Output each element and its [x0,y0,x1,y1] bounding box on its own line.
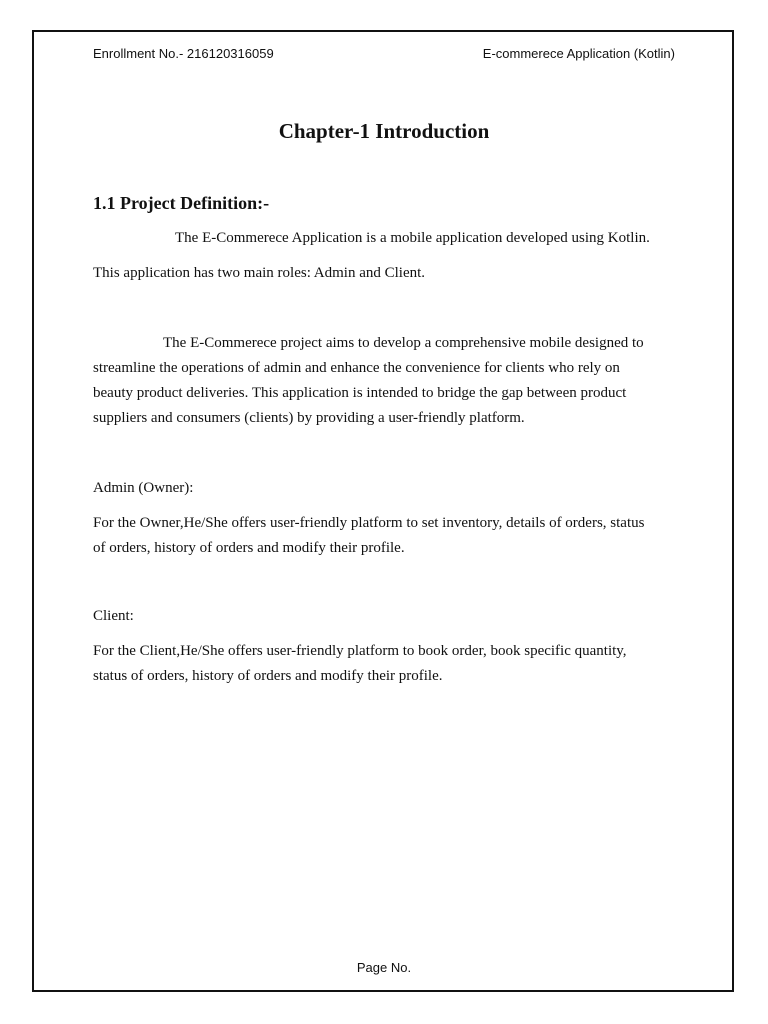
admin-paragraph [93,511,673,561]
aims-line-3: beauty product deliveries. This application is intended to bridge the gap between product [93,385,627,401]
aims-line-2: streamline the operations of admin and enhance the convenience for clients who rely on [93,360,620,376]
aims-paragraph [93,331,673,431]
intro-line-1 [93,226,673,251]
page-number-footer: Page No. [356,960,412,975]
aims-line-4: suppliers and consumers (clients) by providing a user-friendly platform. [93,410,525,426]
section-heading: 1.1 Project Definition:- [93,193,270,213]
intro-line-2: This application has two main roles: Admin and Client. [93,265,426,281]
aims-line-1 [93,331,673,356]
client-line-1: For the Client,He/She offers user-friendly platform to book order, book specific quantity, [93,643,627,659]
enrollment-number: Enrollment No.- 216120316059 [93,46,274,61]
intro-line-1-text: The E-Commerece Application is a mobile application developed using Kotlin. [175,230,650,246]
intro-paragraph [93,226,673,286]
page-header [93,46,675,61]
aims-line-1-text: The E-Commerece project aims to develop a comprehensive mobile designed to [163,335,644,351]
client-paragraph [93,639,673,689]
document-subject: E-commerece Application (Kotlin) [482,46,675,61]
admin-line-1: For the Owner,He/She offers user-friendly platform to set inventory, details of orders, status [93,515,645,531]
client-line-2: status of orders, history of orders and modify their profile. [93,668,443,684]
admin-line-2: of orders, history of orders and modify their profile. [93,540,405,556]
chapter-title: Chapter-1 Introduction [278,119,490,143]
client-label: Client: [93,608,134,624]
admin-label: Admin (Owner): [93,480,194,496]
